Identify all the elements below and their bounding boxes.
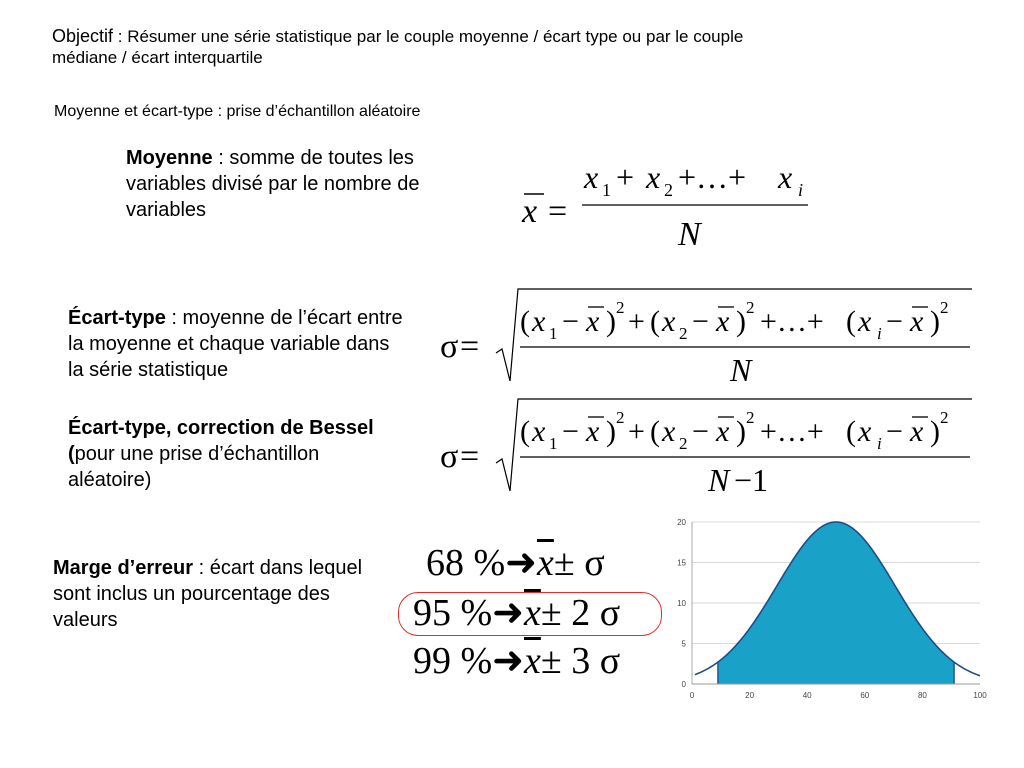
margin-term: Marge d’erreur [53, 557, 194, 579]
arrow-icon: ➜ [505, 542, 537, 584]
objective-keyword: Objectif [52, 26, 114, 46]
std-text: : moyenne de l’écart entre la moyenne et chaque variable dans la série statistique [68, 307, 403, 381]
svg-text:x: x [716, 415, 730, 448]
xbar-symbol: $\overline{x}$ [537, 542, 554, 584]
svg-text:x: x [662, 415, 676, 448]
svg-text:+: + [616, 159, 635, 195]
svg-text:2: 2 [616, 298, 625, 317]
x-tick-label: 80 [917, 691, 927, 700]
expr-95: ± 2 σ [540, 592, 621, 634]
svg-text:x: x [532, 415, 546, 448]
objective-body: : Résumer une série statistique par le couple moyenne / écart type ou par le couple médiane / écart interquartile [52, 27, 744, 67]
svg-text:): ) [606, 305, 616, 338]
section-title: Moyenne et écart-type : prise d’échantillon aléatoire [54, 103, 421, 120]
expr-68: ± σ [553, 542, 605, 584]
svg-text:x: x [522, 193, 538, 230]
margin-text: : écart dans lequel sont inclus un pourcentage des valeurs [53, 557, 363, 631]
y-tick-label: 10 [677, 599, 686, 608]
std-term: Écart-type [68, 307, 166, 329]
pct-68: 68 % [426, 542, 506, 584]
svg-text:(: ( [650, 415, 660, 448]
bessel-text: pour une prise d’échantillon aléatoire) [68, 443, 320, 491]
svg-text:1: 1 [549, 324, 558, 343]
svg-text:x: x [646, 159, 661, 195]
y-tick-label: 5 [681, 639, 686, 649]
mean-formula [520, 150, 820, 255]
svg-text:−: − [692, 415, 709, 448]
svg-text:2: 2 [616, 408, 625, 427]
svg-text:σ: σ [440, 328, 459, 365]
std-formula [440, 285, 980, 390]
svg-text:−: − [886, 305, 903, 338]
margin-line-95 [413, 590, 620, 636]
svg-text:x: x [584, 159, 599, 195]
mean-definition [126, 145, 471, 223]
x-tick-label: 20 [745, 691, 755, 700]
svg-text:+: + [628, 305, 645, 338]
svg-text:=: = [548, 193, 568, 230]
svg-text:+…+: +…+ [678, 159, 747, 195]
std-definition [68, 305, 408, 383]
svg-text:−: − [692, 305, 709, 338]
svg-text:(: ( [650, 305, 660, 338]
svg-text:=: = [460, 438, 480, 475]
x-tick-label: 60 [860, 691, 870, 700]
objective-text [52, 26, 812, 68]
pct-95: 95 % [413, 592, 493, 634]
y-tick-label: 20 [677, 518, 686, 527]
bessel-formula [440, 395, 980, 500]
svg-text:(: ( [520, 305, 530, 338]
expr-99: ± 3 σ [540, 640, 621, 682]
svg-text:x: x [858, 415, 872, 448]
mean-text: : somme de toutes les variables divisé par le nombre de variables [126, 147, 420, 221]
svg-text:): ) [930, 305, 940, 338]
svg-text:x: x [532, 305, 546, 338]
arrow-icon: ➜ [492, 592, 524, 634]
svg-text:N: N [678, 216, 701, 253]
svg-text:x: x [910, 415, 924, 448]
margin-line-68 [426, 540, 605, 586]
svg-text:2: 2 [940, 298, 949, 317]
svg-text:2: 2 [746, 298, 755, 317]
mean-term: Moyenne [126, 147, 213, 169]
svg-text:x: x [586, 415, 600, 448]
svg-text:−: − [562, 415, 579, 448]
margin-definition [53, 555, 363, 633]
svg-text:i: i [798, 180, 804, 200]
y-tick-label: 0 [681, 680, 686, 689]
x-tick-label: 40 [802, 691, 812, 700]
xbar-symbol: $\overline{x}$ [524, 640, 541, 682]
svg-text:2: 2 [746, 408, 755, 427]
svg-text:N: N [730, 352, 752, 388]
svg-text:x: x [716, 305, 730, 338]
svg-text:+: + [628, 415, 645, 448]
margin-line-99 [413, 638, 620, 684]
svg-text:x: x [910, 305, 924, 338]
svg-text:): ) [736, 415, 746, 448]
svg-text:): ) [606, 415, 616, 448]
pct-99: 99 % [413, 640, 493, 682]
svg-text:−: − [886, 415, 903, 448]
svg-text:2: 2 [940, 408, 949, 427]
normal-distribution-chart [672, 508, 992, 713]
svg-text:(: ( [846, 415, 856, 448]
svg-text:1: 1 [549, 434, 558, 453]
svg-text:+…+: +…+ [760, 415, 824, 448]
svg-text:x: x [858, 305, 872, 338]
svg-text:i: i [877, 324, 882, 343]
svg-text:(: ( [846, 305, 856, 338]
bessel-term: Écart-type, correction de Bessel ( [68, 417, 374, 465]
svg-text:x: x [662, 305, 676, 338]
svg-text:=: = [460, 328, 480, 365]
y-tick-label: 15 [677, 558, 686, 568]
svg-text:N: N [708, 462, 730, 498]
svg-text:2: 2 [679, 324, 688, 343]
svg-text:i: i [877, 434, 882, 453]
svg-text:−: − [562, 305, 579, 338]
svg-text:x: x [586, 305, 600, 338]
xbar-symbol: $\overline{x}$ [524, 592, 541, 634]
svg-text:−1: −1 [734, 462, 769, 498]
svg-text:+…+: +…+ [760, 305, 824, 338]
bessel-definition [68, 415, 378, 493]
svg-text:): ) [930, 415, 940, 448]
svg-text:(: ( [520, 415, 530, 448]
svg-text:2: 2 [664, 180, 673, 200]
svg-text:σ: σ [440, 438, 459, 475]
svg-text:): ) [736, 305, 746, 338]
x-tick-label: 100 [973, 691, 987, 700]
svg-text:x: x [778, 159, 793, 195]
svg-text:1: 1 [602, 180, 611, 200]
svg-text:2: 2 [679, 434, 688, 453]
arrow-icon: ➜ [492, 640, 524, 682]
x-tick-label: 0 [689, 691, 695, 700]
